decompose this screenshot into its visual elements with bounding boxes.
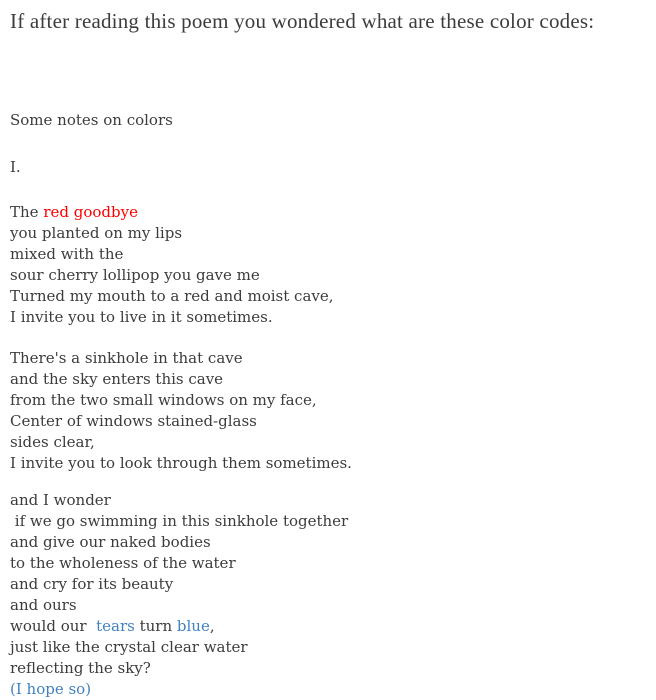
poem-segment-red: red goodbye [43, 203, 138, 221]
poem-segment: and cry for its beauty [10, 575, 174, 593]
poem-segment-blue: blue [176, 617, 210, 635]
poem-segment: if we go swimming in this sinkhole together [10, 512, 349, 530]
poem-segment: I invite you to look through them sometimes. [10, 454, 352, 472]
poem-segment: I. [10, 158, 21, 176]
poem-segment: and the sky enters this cave [10, 370, 224, 388]
page-title: If after reading this poem you wondered what are these color codes: [10, 9, 595, 33]
poem-segment: The [10, 203, 44, 221]
poem-section-numeral [10, 157, 652, 178]
poem-stanza-2 [10, 348, 652, 474]
poem-segment: , [209, 617, 215, 635]
poem-segment: to the wholeness of the water [10, 554, 236, 572]
poem-stanza-3 [10, 490, 652, 700]
poem-segment: sour cherry lollipop you gave me [10, 266, 260, 284]
poem-segment-blue: (I hope so) [10, 680, 92, 698]
poem-segment: Center of windows stained-glass [10, 412, 257, 430]
poem-body [10, 110, 652, 700]
poem-segment: you planted on my lips [10, 224, 183, 242]
poem-segment: There's a sinkhole in that cave [10, 349, 243, 367]
poem-segment: would our [10, 617, 97, 635]
poem-segment: I invite you to live in it sometimes. [10, 308, 273, 326]
poem-segment-blue: tears [96, 617, 135, 635]
poem-segment: Some notes on colors [10, 111, 173, 129]
poem-notes-heading [10, 110, 652, 131]
poem-segment: mixed with the [10, 245, 124, 263]
poem-segment: sides clear, [10, 433, 95, 451]
poem-segment: and I wonder [10, 491, 111, 509]
poem-segment: from the two small windows on my face, [10, 391, 317, 409]
poem-segment: turn [134, 617, 177, 635]
poem-segment: and ours [10, 596, 77, 614]
poem-segment: and give our naked bodies [10, 533, 211, 551]
poem-segment: reflecting the sky? [10, 659, 151, 677]
poem-segment: Turned my mouth to a red and moist cave, [10, 287, 334, 305]
poem-stanza-1 [10, 202, 652, 328]
poem-segment: just like the crystal clear water [10, 638, 248, 656]
